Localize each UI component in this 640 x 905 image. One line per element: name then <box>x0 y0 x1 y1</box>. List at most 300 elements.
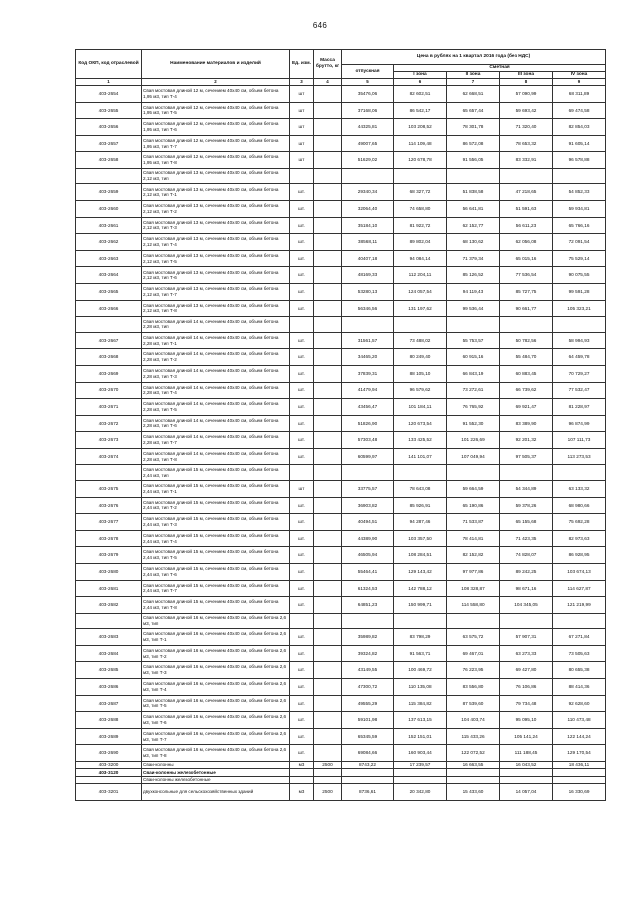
row-price-zone-2: 65 190,86 <box>447 497 500 514</box>
row-mass <box>314 679 342 696</box>
row-price-zone-1: 142 788,12 <box>394 580 447 597</box>
col-num: 3 <box>290 79 314 86</box>
row-price-zone-1 <box>394 465 447 481</box>
col-num: 5 <box>342 79 394 86</box>
row-price-zone-3: 79 734,48 <box>500 695 553 712</box>
row-unit: шт. <box>290 563 314 580</box>
table-row <box>76 769 606 777</box>
row-price-wholesale: 35184,10 <box>342 217 394 234</box>
row-price-zone-2: 76 223,95 <box>447 662 500 679</box>
row-price-zone-2 <box>447 769 500 777</box>
row-price-zone-2: 63 575,72 <box>447 629 500 646</box>
row-price-wholesale: 64851,23 <box>342 597 394 614</box>
row-price-zone-2 <box>447 465 500 481</box>
row-price-zone-2: 94 119,43 <box>447 284 500 301</box>
row-code: 403-2665 <box>76 284 142 301</box>
row-price-zone-1 <box>394 776 447 784</box>
row-price-zone-3: 55 484,70 <box>500 349 553 366</box>
row-name: Свая мостовая длиной 15 м, сечением 40х40 см, объем бетона 2,44 м3, тип Т-2 <box>142 497 290 514</box>
row-price-zone-3: 104 345,05 <box>500 597 553 614</box>
row-code: 403-2678 <box>76 530 142 547</box>
row-price-zone-2: 66 843,19 <box>447 365 500 382</box>
row-code: 403-2655 <box>76 102 142 119</box>
table-row <box>76 465 606 481</box>
col-num: 7 <box>447 79 500 86</box>
row-price-zone-4: 65 766,16 <box>553 217 606 234</box>
row-price-zone-4 <box>553 776 606 784</box>
row-price-zone-1: 108 284,51 <box>394 547 447 564</box>
row-price-zone-4: 82 854,03 <box>553 119 606 136</box>
row-price-zone-3: 95 095,10 <box>500 712 553 729</box>
row-price-zone-1: 103 357,50 <box>394 530 447 547</box>
table-row <box>76 679 606 696</box>
row-unit <box>290 769 314 777</box>
table-row <box>76 382 606 399</box>
row-mass <box>314 695 342 712</box>
row-name: Свая мостовая длиной 14 м, сечением 40х40 см, объем бетона 2,28 м3, тип Т-2 <box>142 349 290 366</box>
row-code: 403-2666 <box>76 300 142 317</box>
row-name: Свая мостовая длиной 12 м, сечением 40х40 см, объем бетона 1,95 м3, тип Т-6 <box>142 119 290 136</box>
row-price-wholesale: 48169,33 <box>342 267 394 284</box>
row-code: 403-2670 <box>76 382 142 399</box>
row-unit: шт. <box>290 332 314 349</box>
row-unit: шт. <box>290 497 314 514</box>
row-price-zone-3 <box>500 465 553 481</box>
row-unit: шт. <box>290 267 314 284</box>
row-name: Свая мостовая длиной 12 м, сечением 40х40 см, объем бетона 1,95 м3, тип Т-4 <box>142 86 290 103</box>
row-unit <box>290 168 314 184</box>
row-unit: шт. <box>290 399 314 416</box>
row-mass <box>314 497 342 514</box>
row-mass: 2500 <box>314 761 342 769</box>
row-code: 403-2662 <box>76 234 142 251</box>
row-code <box>76 465 142 481</box>
row-unit: шт <box>290 86 314 103</box>
row-code: 403-2686 <box>76 679 142 696</box>
row-price-zone-4: 63 133,32 <box>553 480 606 497</box>
row-price-zone-4: 99 591,28 <box>553 284 606 301</box>
header-zone-3: III зона <box>500 72 553 79</box>
table-row <box>76 784 606 801</box>
row-price-wholesale: 51826,90 <box>342 415 394 432</box>
row-price-zone-1: 78 643,08 <box>394 480 447 497</box>
row-unit: шт <box>290 102 314 119</box>
row-price-wholesale: 53280,13 <box>342 284 394 301</box>
row-price-zone-1: 94 287,46 <box>394 514 447 531</box>
row-unit: шт. <box>290 382 314 399</box>
row-name: Свая мостовая длиной 14 м, сечением 40х40 см, объем бетона 2,28 м3, тип Т-5 <box>142 399 290 416</box>
row-price-wholesale: 33775,57 <box>342 480 394 497</box>
row-price-zone-2: 71 533,87 <box>447 514 500 531</box>
table-row <box>76 776 606 784</box>
row-price-zone-4: 67 271,84 <box>553 629 606 646</box>
row-price-zone-4: 64 459,78 <box>553 349 606 366</box>
row-name: Свая мостовая длиной 16 м, сечением 40х40 см, объем бетона 2,6 м3, тип Т-1 <box>142 629 290 646</box>
row-name: Свая мостовая длиной 16 м, сечением 40х40 см, объем бетона 2,6 м3, тип Т-8 <box>142 745 290 762</box>
table-row <box>76 547 606 564</box>
row-price-zone-2: 114 558,80 <box>447 597 500 614</box>
row-price-zone-2: 56 641,81 <box>447 201 500 218</box>
row-price-zone-4 <box>553 613 606 629</box>
row-price-zone-1 <box>394 317 447 333</box>
row-mass <box>314 168 342 184</box>
row-price-wholesale: 8743,22 <box>342 761 394 769</box>
row-price-zone-3: 65 015,16 <box>500 250 553 267</box>
row-price-zone-3: 59 378,26 <box>500 497 553 514</box>
row-name: Свая мостовая длиной 16 м, сечением 40х40 см, объем бетона 2,6 м3, тип <box>142 613 290 629</box>
row-unit: шт. <box>290 645 314 662</box>
row-mass <box>314 480 342 497</box>
table-row <box>76 284 606 301</box>
table-row <box>76 135 606 152</box>
row-price-zone-2: 16 663,55 <box>447 761 500 769</box>
row-code: 403-2658 <box>76 152 142 169</box>
row-price-zone-1: 141 101,07 <box>394 448 447 465</box>
row-mass <box>314 514 342 531</box>
row-price-zone-4: 110 473,48 <box>553 712 606 729</box>
row-unit: шт. <box>290 448 314 465</box>
row-price-zone-1: 86 542,17 <box>394 102 447 119</box>
table-row <box>76 365 606 382</box>
row-name: двухконсольные для сельскохозяйственных зданий <box>142 784 290 801</box>
row-price-zone-1: 81 922,72 <box>394 217 447 234</box>
row-price-zone-2: 104 403,74 <box>447 712 500 729</box>
row-price-zone-1: 100 469,72 <box>394 662 447 679</box>
row-name: Свая мостовая длиной 15 м, сечением 40х40 см, объем бетона 2,44 м3, тип Т-3 <box>142 514 290 531</box>
table-row <box>76 448 606 465</box>
row-unit: шт. <box>290 432 314 449</box>
row-mass <box>314 184 342 201</box>
row-price-zone-1: 137 613,15 <box>394 712 447 729</box>
row-unit: шт. <box>290 712 314 729</box>
row-mass <box>314 432 342 449</box>
row-code: 403-2683 <box>76 629 142 646</box>
row-price-zone-3: 77 536,54 <box>500 267 553 284</box>
table-body <box>76 86 606 801</box>
row-code: 403-2679 <box>76 547 142 564</box>
row-price-zone-1: 120 678,78 <box>394 152 447 169</box>
row-code: 403-2668 <box>76 349 142 366</box>
row-price-zone-1: 120 673,54 <box>394 415 447 432</box>
row-price-zone-1: 110 135,08 <box>394 679 447 696</box>
table-row <box>76 168 606 184</box>
table-row <box>76 728 606 745</box>
row-name: Свая мостовая длиной 13 м, сечением 40х40 см, объем бетона 2,12 м3, тип Т-3 <box>142 217 290 234</box>
row-price-zone-3: 69 921,47 <box>500 399 553 416</box>
row-code: 403-2659 <box>76 184 142 201</box>
col-num: 4 <box>314 79 342 86</box>
row-unit: шт <box>290 480 314 497</box>
row-price-zone-2: 91 552,30 <box>447 415 500 432</box>
row-price-zone-3: 47 218,65 <box>500 184 553 201</box>
table-row <box>76 250 606 267</box>
row-price-zone-4 <box>553 769 606 777</box>
table-row <box>76 152 606 169</box>
row-price-zone-4: 58 994,93 <box>553 332 606 349</box>
row-unit: шт. <box>290 234 314 251</box>
row-price-zone-2: 99 536,44 <box>447 300 500 317</box>
row-price-zone-1: 20 342,80 <box>394 784 447 801</box>
row-price-zone-2: 107 049,94 <box>447 448 500 465</box>
row-code: 403-2657 <box>76 135 142 152</box>
row-code: 403-2676 <box>76 497 142 514</box>
row-code: 403-2674 <box>76 448 142 465</box>
row-unit: шт. <box>290 201 314 218</box>
row-name: Свая мостовая длиной 13 м, сечением 40х40 см, объем бетона 2,12 м3, тип Т-4 <box>142 234 290 251</box>
row-price-wholesale <box>342 613 394 629</box>
row-mass <box>314 86 342 103</box>
row-price-zone-1: 17 239,57 <box>394 761 447 769</box>
row-price-zone-2: 65 657,44 <box>447 102 500 119</box>
row-price-zone-3: 83 389,90 <box>500 415 553 432</box>
row-price-zone-3: 60 883,45 <box>500 365 553 382</box>
row-price-wholesale: 55464,41 <box>342 563 394 580</box>
row-code: 403-2661 <box>76 217 142 234</box>
row-price-zone-3: 65 155,68 <box>500 514 553 531</box>
row-name: Свая мостовая длиной 13 м, сечением 40х40 см, объем бетона 2,12 м3, тип Т-7 <box>142 284 290 301</box>
header-zone-4: IV зона <box>553 72 606 79</box>
row-price-zone-4: 75 529,14 <box>553 250 606 267</box>
row-mass <box>314 645 342 662</box>
row-mass <box>314 250 342 267</box>
row-mass <box>314 530 342 547</box>
row-price-zone-4: 18 436,11 <box>553 761 606 769</box>
row-name: Свая мостовая длиной 16 м, сечением 40х40 см, объем бетона 2,6 м3, тип Т-5 <box>142 695 290 712</box>
row-price-zone-3: 59 693,42 <box>500 102 553 119</box>
row-code: 403-2672 <box>76 415 142 432</box>
row-price-zone-1: 73 488,02 <box>394 332 447 349</box>
table-row <box>76 399 606 416</box>
row-price-zone-2: 85 126,52 <box>447 267 500 284</box>
row-unit: шт. <box>290 284 314 301</box>
header-zone-1: I зона <box>394 72 447 79</box>
row-name: Свая мостовая длиной 14 м, сечением 40х40 см, объем бетона 2,28 м3, тип Т-7 <box>142 432 290 449</box>
row-name: Свая мостовая длиной 12 м, сечением 40х40 см, объем бетона 1,95 м3, тип Т-5 <box>142 102 290 119</box>
row-code: 403-2667 <box>76 332 142 349</box>
row-price-zone-4: 70 729,27 <box>553 365 606 382</box>
row-code <box>76 613 142 629</box>
row-mass <box>314 152 342 169</box>
row-price-wholesale: 44389,90 <box>342 530 394 547</box>
row-price-zone-1: 82 602,51 <box>394 86 447 103</box>
row-mass <box>314 349 342 366</box>
row-price-wholesale <box>342 776 394 784</box>
row-unit: шт. <box>290 679 314 696</box>
row-price-wholesale: 37168,06 <box>342 102 394 119</box>
table-row <box>76 530 606 547</box>
row-code: 403-2664 <box>76 267 142 284</box>
row-price-wholesale <box>342 317 394 333</box>
row-price-wholesale: 69084,66 <box>342 745 394 762</box>
row-price-wholesale: 65345,59 <box>342 728 394 745</box>
row-mass <box>314 745 342 762</box>
row-price-zone-1: 129 143,42 <box>394 563 447 580</box>
row-unit: шт. <box>290 349 314 366</box>
row-mass <box>314 102 342 119</box>
table-row <box>76 613 606 629</box>
row-code: 403-2688 <box>76 712 142 729</box>
table-row <box>76 480 606 497</box>
row-code: 403-2690 <box>76 745 142 762</box>
row-price-zone-1: 115 384,82 <box>394 695 447 712</box>
row-name: Свая мостовая длиной 13 м, сечением 40х40 см, объем бетона 2,12 м3, тип Т-6 <box>142 267 290 284</box>
row-price-zone-1: 133 425,52 <box>394 432 447 449</box>
row-code: 403-2675 <box>76 480 142 497</box>
row-price-zone-1: 124 057,54 <box>394 284 447 301</box>
row-price-zone-1: 152 151,01 <box>394 728 447 745</box>
row-name: Свая мостовая длиной 16 м, сечением 40х40 см, объем бетона 2,6 м3, тип Т-6 <box>142 712 290 729</box>
row-price-wholesale: 51629,02 <box>342 152 394 169</box>
row-price-zone-4: 75 692,28 <box>553 514 606 531</box>
header-unit: Ед. изм. <box>290 50 314 79</box>
row-name: Свая мостовая длиной 15 м, сечением 40х40 см, объем бетона 2,44 м3, тип Т-1 <box>142 480 290 497</box>
row-price-wholesale: 36903,82 <box>342 497 394 514</box>
row-code: 403-2654 <box>76 86 142 103</box>
row-price-wholesale: 40494,51 <box>342 514 394 531</box>
row-price-zone-2: 115 433,26 <box>447 728 500 745</box>
row-price-zone-3: 97 505,37 <box>500 448 553 465</box>
row-mass <box>314 399 342 416</box>
row-price-wholesale: 44325,81 <box>342 119 394 136</box>
row-mass <box>314 580 342 597</box>
row-price-zone-4: 103 674,13 <box>553 563 606 580</box>
row-price-zone-3: 51 591,63 <box>500 201 553 218</box>
row-price-zone-1 <box>394 613 447 629</box>
header-estimate: Сметная <box>394 65 606 72</box>
row-mass <box>314 317 342 333</box>
table-row <box>76 217 606 234</box>
row-price-zone-3: 92 201,32 <box>500 432 553 449</box>
row-unit <box>290 465 314 481</box>
row-price-zone-3: 83 332,91 <box>500 152 553 169</box>
table-header <box>76 50 606 86</box>
row-name: Свая мостовая длиной 14 м, сечением 40х40 см, объем бетона 2,28 м3, тип Т-3 <box>142 365 290 382</box>
row-price-zone-4: 68 980,66 <box>553 497 606 514</box>
row-price-zone-2: 76 765,92 <box>447 399 500 416</box>
row-price-zone-2: 59 664,59 <box>447 480 500 497</box>
row-code: 403-2669 <box>76 365 142 382</box>
row-name: Свая мостовая длиной 15 м, сечением 40х40 см, объем бетона 2,44 м3, тип Т-6 <box>142 563 290 580</box>
row-price-zone-3 <box>500 769 553 777</box>
row-price-zone-2: 83 556,80 <box>447 679 500 696</box>
table-row <box>76 497 606 514</box>
row-price-zone-4: 107 111,73 <box>553 432 606 449</box>
row-price-wholesale <box>342 769 394 777</box>
table-row <box>76 102 606 119</box>
table-row <box>76 300 606 317</box>
row-price-zone-3 <box>500 776 553 784</box>
row-mass <box>314 662 342 679</box>
row-name: Свая мостовая длиной 15 м, сечением 40х40 см, объем бетона 2,44 м3, тип Т-7 <box>142 580 290 597</box>
row-unit: шт. <box>290 662 314 679</box>
row-unit: шт. <box>290 250 314 267</box>
row-price-wholesale <box>342 168 394 184</box>
row-price-wholesale: 37839,31 <box>342 365 394 382</box>
row-name: Свая мостовая длиной 16 м, сечением 40х40 см, объем бетона 2,6 м3, тип Т-2 <box>142 645 290 662</box>
row-mass <box>314 217 342 234</box>
row-mass <box>314 365 342 382</box>
row-name: Свая мостовая длиной 12 м, сечением 40х40 см, объем бетона 1,95 м3, тип Т-7 <box>142 135 290 152</box>
row-price-wholesale: 8736,61 <box>342 784 394 801</box>
row-price-zone-1: 131 197,62 <box>394 300 447 317</box>
header-wholesale: отпускная <box>342 65 394 79</box>
header-zone-2: II зона <box>447 72 500 79</box>
row-unit: шт. <box>290 629 314 646</box>
row-price-zone-4: 59 934,81 <box>553 201 606 218</box>
row-unit: шт. <box>290 530 314 547</box>
row-price-wholesale: 35989,82 <box>342 629 394 646</box>
row-unit: шт. <box>290 415 314 432</box>
row-mass <box>314 465 342 481</box>
row-price-zone-2: 122 072,52 <box>447 745 500 762</box>
row-unit <box>290 613 314 629</box>
row-price-zone-1: 80 249,40 <box>394 349 447 366</box>
row-price-zone-3 <box>500 613 553 629</box>
row-price-zone-2: 69 467,01 <box>447 645 500 662</box>
row-price-zone-4: 105 323,21 <box>553 300 606 317</box>
row-price-zone-3: 16 043,52 <box>500 761 553 769</box>
row-name: Сваи-колонны железобетонные <box>142 776 290 784</box>
row-mass <box>314 119 342 136</box>
table-row <box>76 597 606 614</box>
row-price-zone-2: 86 572,08 <box>447 135 500 152</box>
row-price-zone-4: 81 228,97 <box>553 399 606 416</box>
row-price-zone-4: 129 170,54 <box>553 745 606 762</box>
row-price-zone-1: 83 798,29 <box>394 629 447 646</box>
row-price-zone-4: 82 973,63 <box>553 530 606 547</box>
col-num: 8 <box>500 79 553 86</box>
row-price-wholesale: 43456,47 <box>342 399 394 416</box>
row-price-zone-4: 90 075,55 <box>553 267 606 284</box>
row-price-zone-2: 87 539,60 <box>447 695 500 712</box>
row-code: 403-2681 <box>76 580 142 597</box>
row-unit: м3 <box>290 761 314 769</box>
row-price-wholesale: 46505,94 <box>342 547 394 564</box>
row-mass <box>314 629 342 646</box>
row-price-zone-4: 114 627,87 <box>553 580 606 597</box>
row-price-wholesale: 39324,82 <box>342 645 394 662</box>
row-price-zone-3: 90 661,77 <box>500 300 553 317</box>
row-mass <box>314 448 342 465</box>
price-table <box>75 49 606 801</box>
row-price-zone-4: 91 605,14 <box>553 135 606 152</box>
row-price-zone-3: 78 653,32 <box>500 135 553 152</box>
row-unit: шт. <box>290 514 314 531</box>
row-price-zone-1 <box>394 168 447 184</box>
row-unit: шт. <box>290 745 314 762</box>
row-unit: шт. <box>290 580 314 597</box>
row-unit <box>290 317 314 333</box>
row-price-zone-2: 55 753,57 <box>447 332 500 349</box>
row-name: Свая мостовая длиной 14 м, сечением 40х40 см, объем бетона 2,28 м3, тип Т-6 <box>142 415 290 432</box>
row-price-zone-3: 105 141,24 <box>500 728 553 745</box>
row-code: 403-2671 <box>76 399 142 416</box>
row-mass <box>314 547 342 564</box>
row-price-zone-4 <box>553 317 606 333</box>
row-price-wholesale: 57303,48 <box>342 432 394 449</box>
row-price-zone-4 <box>553 168 606 184</box>
row-price-zone-4 <box>553 465 606 481</box>
header-name: Наименование материалов и изделий <box>142 50 290 79</box>
table-row <box>76 745 606 762</box>
row-code: 403-2689 <box>76 728 142 745</box>
row-code: 403-2660 <box>76 201 142 218</box>
row-mass <box>314 769 342 777</box>
row-unit: шт. <box>290 547 314 564</box>
row-price-zone-1: 88 105,10 <box>394 365 447 382</box>
row-price-zone-3: 63 273,33 <box>500 645 553 662</box>
table-row <box>76 234 606 251</box>
